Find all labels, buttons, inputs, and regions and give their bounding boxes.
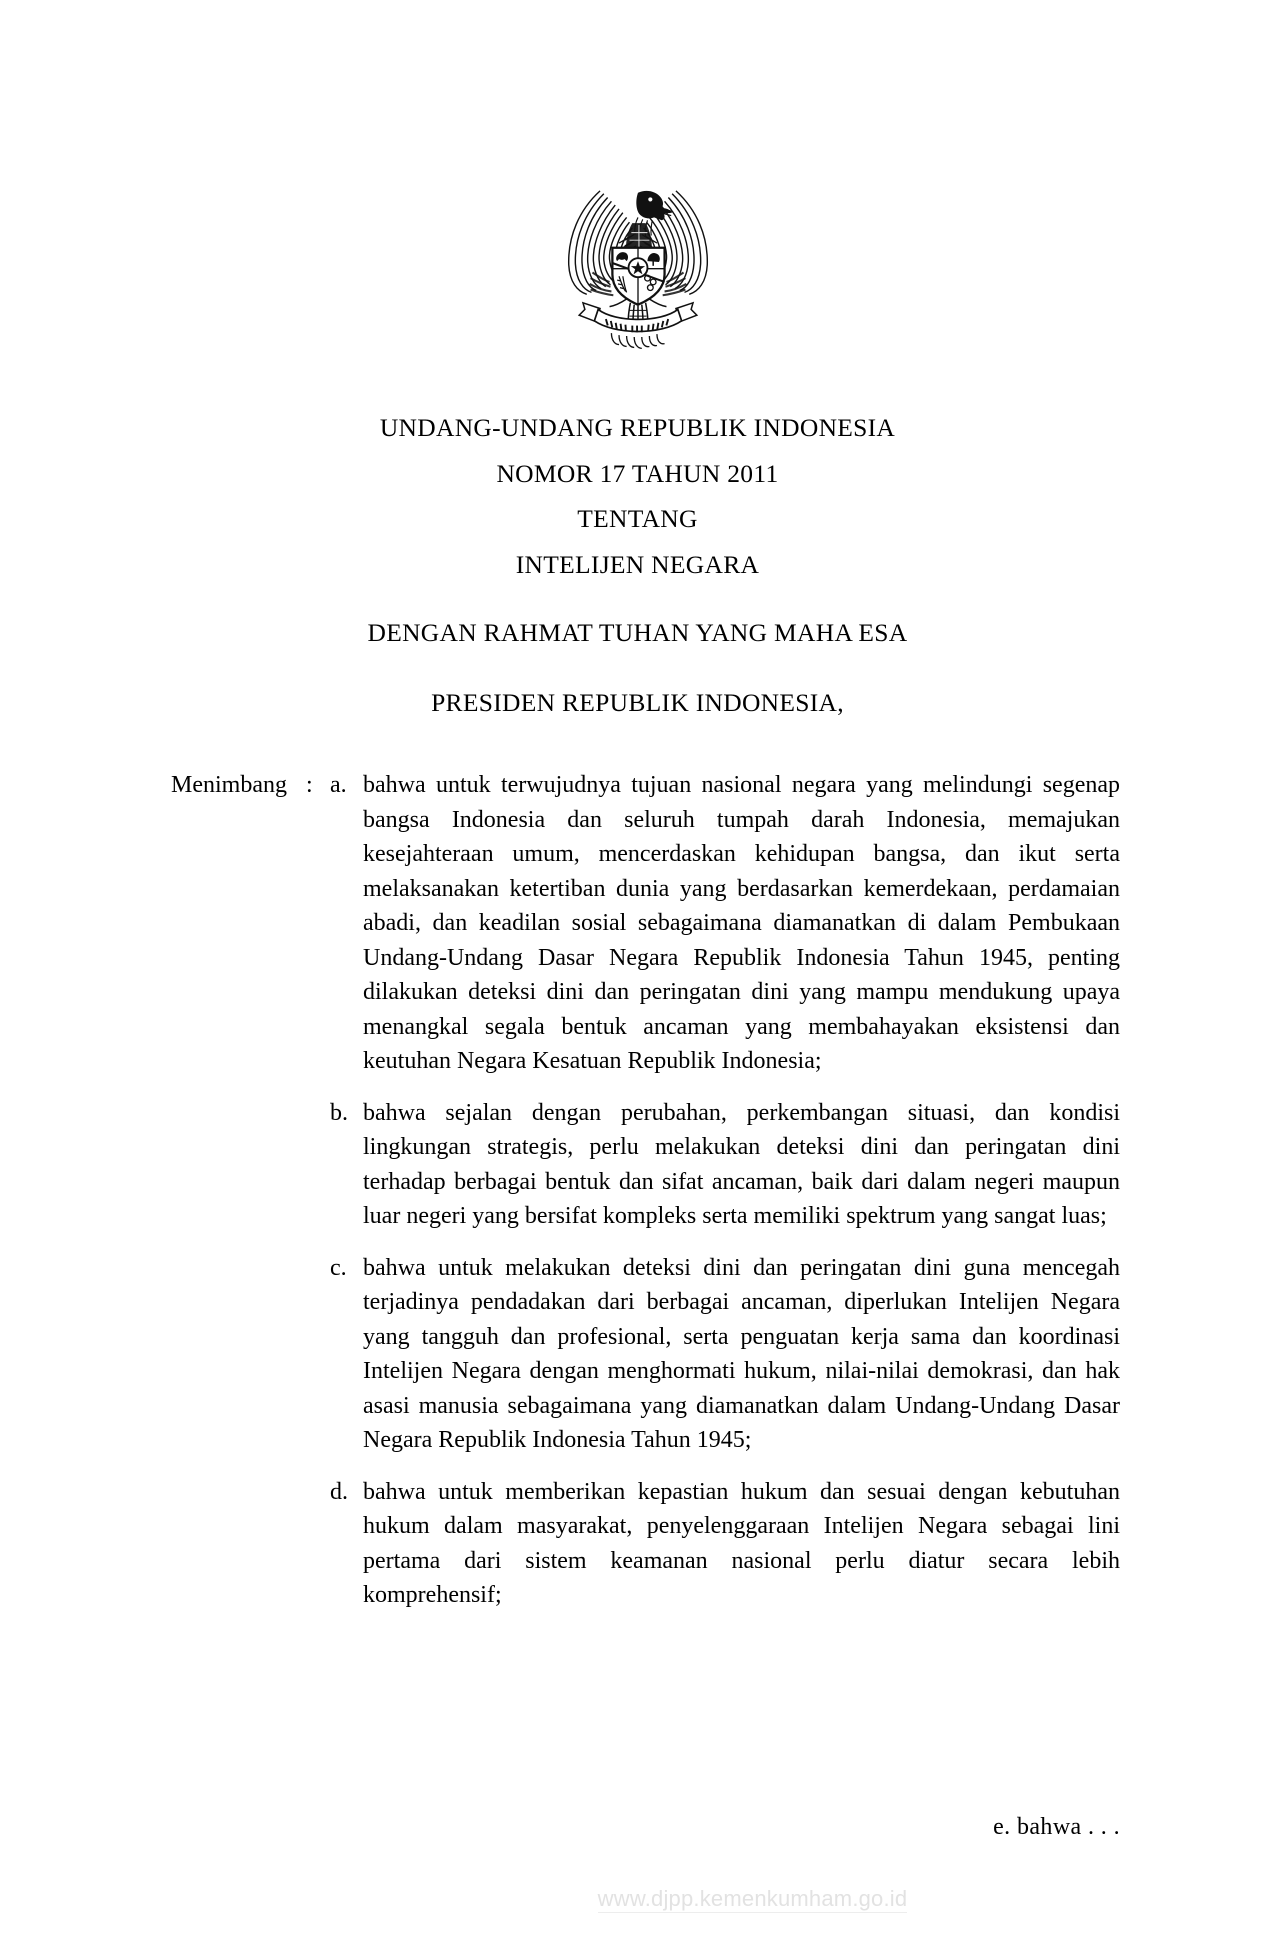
item-letter: a. (330, 772, 347, 798)
document-title-block (0, 415, 1275, 577)
considerations-row (0, 768, 1275, 1613)
considerations-section (0, 768, 1275, 1613)
item-letter: d. (330, 1478, 348, 1505)
blessing-line: DENGAN RAHMAT TUHAN YANG MAHA ESA (367, 618, 908, 647)
title-line-nomor: NOMOR 17 TAHUN 2011 (496, 458, 779, 488)
item-text: bahwa sejalan dengan perubahan, perkembangan situasi, dan kondisi lingkungan strategis, perlu melakukan deteksi dini dan peringatan dini terhadap berbagai bentuk dan sifat ancaman, baik dari dalam negeri maupun luar negeri yang bersifat kompleks serta memiliki spektrum yang sangat luas; (363, 1099, 1120, 1229)
considerations-colon: : (306, 772, 313, 798)
watermark-url: www.djpp.kemenkumham.go.id (597, 1886, 908, 1911)
title-line-undang-undang: UNDANG-UNDANG REPUBLIK INDONESIA (379, 413, 896, 442)
item-text: bahwa untuk melakukan deteksi dini dan peringatan dini guna mencegah terjadinya pendadakan dari berbagai ancaman, diperlukan Intelijen Negara yang tangguh dan profesional, serta penguatan kerja sama dan koordinasi Intelijen Negara dengan menghormati hukum, nilai-nilai demokrasi, dan hak asasi manusia sebagaimana yang diamanatkan dalam Undang-Undang Dasar Negara Republik Indonesia Tahun 1945; (363, 1254, 1120, 1453)
garuda-pancasila-emblem (543, 170, 733, 355)
consideration-item (330, 1475, 1120, 1613)
item-text: bahwa untuk memberikan kepastian hukum dan sesuai dengan kebutuhan hukum dalam masyarakat, penyelenggaraan Intelijen Negara sebagai lini pertama dari sistem keamanan nasional perlu diatur secara lebih komprehensif; (363, 1478, 1120, 1608)
watermark (0, 1886, 1275, 1912)
item-letter: b. (330, 1099, 348, 1126)
emblem-container (0, 170, 1275, 360)
issuer-block (0, 690, 1275, 716)
consideration-item (330, 1096, 1120, 1234)
considerations-label: Menimbang (171, 772, 287, 798)
consideration-item (330, 768, 1120, 1079)
consideration-item (330, 1251, 1120, 1458)
issuer-line: PRESIDEN REPUBLIK INDONESIA, (431, 688, 844, 717)
page-continuation-marker: e. bahwa . . . (993, 1814, 1120, 1840)
blessing-block (0, 620, 1275, 646)
considerations-items (330, 768, 1275, 1613)
title-line-subject: INTELIJEN NEGARA (515, 549, 760, 579)
title-line-tentang: TENTANG (577, 504, 698, 533)
item-text: bahwa untuk terwujudnya tujuan nasional negara yang melindungi segenap bangsa Indonesia dan seluruh tumpah darah Indonesia, memajukan kesejahteraan umum, mencerdaskan kehidupan bangsa, dan ikut serta melaksanakan ketertiban dunia yang berdasarkan kemerdekaan, perdamaian abadi, dan keadilan sosial sebagaimana diamanatkan di dalam Pembukaan Undang-Undang Dasar Negara Republik Indonesia Tahun 1945, penting dilakukan deteksi dini dan peringatan dini yang mampu mendukung upaya menangkal segala bentuk ancaman yang membahayakan eksistensi dan keutuhan Negara Kesatuan Republik Indonesia; (363, 772, 1120, 1074)
item-letter: c. (330, 1254, 347, 1281)
